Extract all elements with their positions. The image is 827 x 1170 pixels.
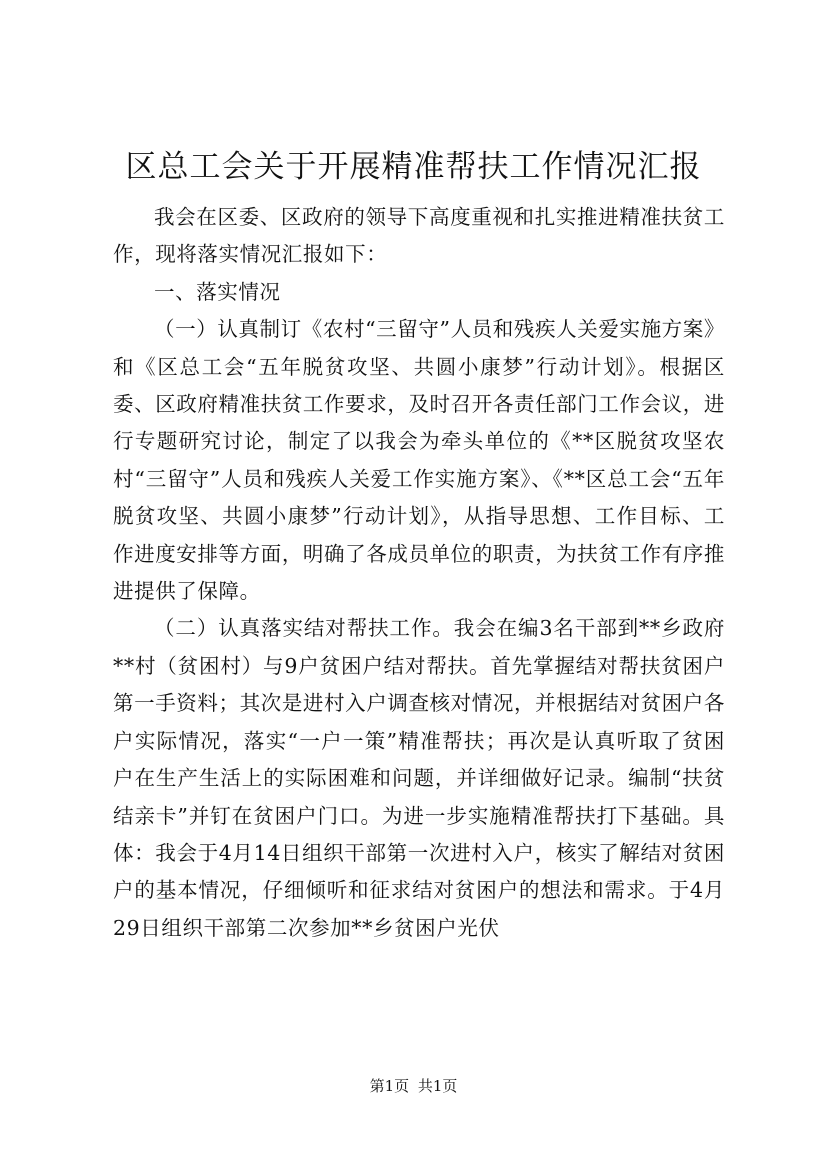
paragraph-item-2: （二）认真落实结对帮扶工作。我会在编3名干部到**乡政府**村（贫困村）与9户贫困户结对帮扶。首先掌握结对帮扶贫困户第一手资料；其次是进村入户调查核对情况，并根据结对贫困户各户实际情况，落实“一户一策”精准帮扶；再次是认真听取了贫困户在生产生活上的实际困难和问题，并详细做好记录。编制“扶贫结亲卡”并钉在贫困户门口。为进一步实施精准帮扶打下基础。具体：我会于4月14日组织干部第一次进村入户，核实了解结对贫困户的基本情况，仔细倾听和征求结对贫困户的想法和需求。于4月29日组织干部第二次参加**乡贫困户光伏 — [113, 616, 725, 940]
document-body — [113, 199, 725, 947]
page-number: 第1页 — [369, 1077, 410, 1095]
document-title: 区总工会关于开展精准帮扶工作情况汇报 — [125, 149, 702, 185]
paragraph-item-1: （一）认真制订《农村“三留守”人员和残疾人关爱实施方案》和《区总工会“五年脱贫攻坚、共圆小康梦”行动计划》。根据区委、区政府精准扶贫工作要求，及时召开各责任部门工作会议，进行专题研究讨论，制定了以我会为牵头单位的《**区脱贫攻坚农村“三留守”人员和残疾人关爱工作实施方案》、《**区总工会“五年脱贫攻坚、共圆小康梦”行动计划》，从指导思想、工作目标、工作进度安排等方面，明确了各成员单位的职责，为扶贫工作有序推进提供了保障。 — [113, 317, 725, 604]
page-total: 共1页 — [417, 1077, 458, 1095]
section-heading-implementation: 一、落实情况 — [154, 279, 281, 304]
paragraph-intro: 我会在区委、区政府的领导下高度重视和扎实推进精准扶贫工作，现将落实情况汇报如下： — [113, 205, 725, 267]
page-footer — [0, 1075, 827, 1097]
